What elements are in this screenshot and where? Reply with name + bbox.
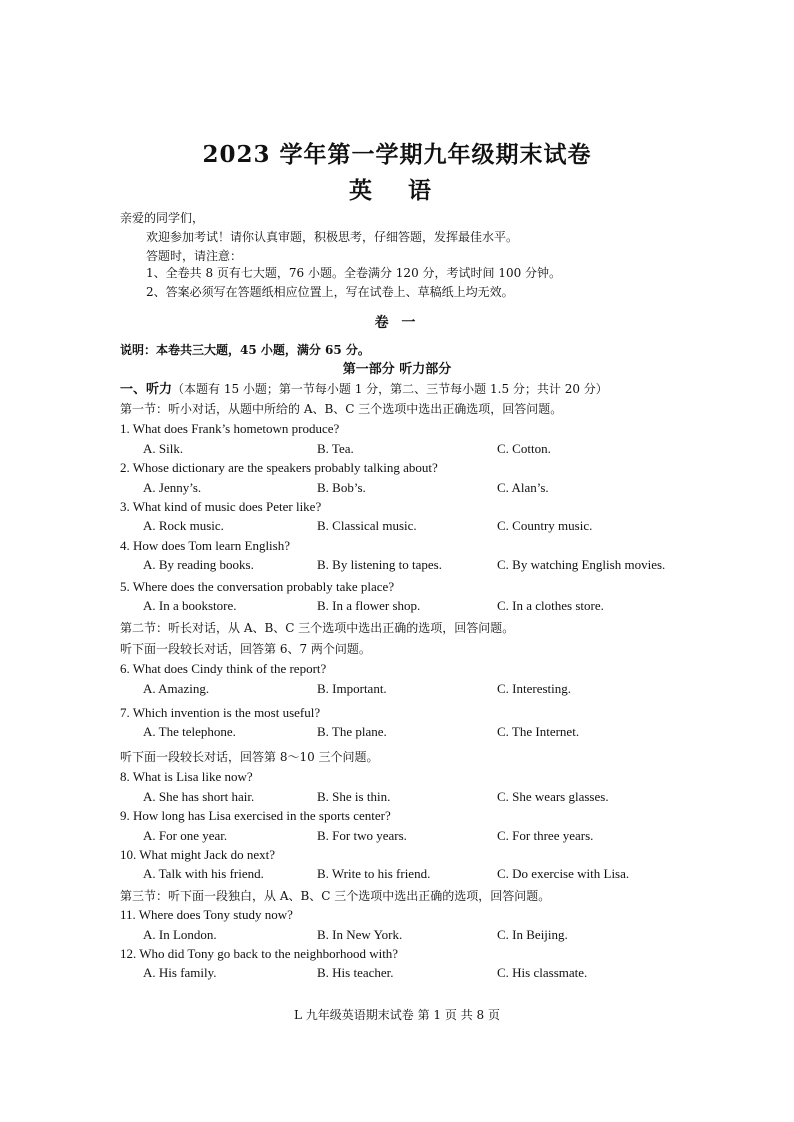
question-8: 8. What is Lisa like now? [120, 769, 253, 784]
note-1: 1、全卷共 8 页有七大题，76 小题。全卷满分 120 分，考试时间 100 分钟。 [146, 266, 562, 280]
q8-option-a: A. She has short hair. [143, 789, 255, 804]
q2-option-c: C. Alan’s. [497, 480, 549, 495]
q7-option-c: C. The Internet. [497, 724, 580, 739]
question-12: 12. Who did Tony go back to the neighborhood with? [120, 946, 399, 961]
subsection-1: 第一节：听小对话，从题中所给的 A、B、C 三个选项中选出正确选项，回答问题。 [120, 402, 563, 416]
q9-option-b: B. For two years. [317, 828, 407, 843]
q1-option-b: B. Tea. [317, 441, 354, 456]
q11-option-a: A. In London. [143, 927, 217, 942]
question-3: 3. What kind of music does Peter like? [120, 499, 322, 514]
q9-option-c: C. For three years. [497, 828, 594, 843]
q2-option-b: B. Bob’s. [317, 480, 366, 495]
q2-option-a: A. Jenny’s. [143, 480, 202, 495]
question-4: 4. How does Tom learn English? [120, 538, 290, 553]
question-10: 10. What might Jack do next? [120, 847, 276, 862]
question-9: 9. How long has Lisa exercised in the sports center? [120, 808, 391, 823]
question-6: 6. What does Cindy think of the report? [120, 661, 327, 676]
q4-option-c: C. By watching English movies. [497, 557, 666, 572]
q8-option-b: B. She is thin. [317, 789, 391, 804]
q6-option-c: C. Interesting. [497, 681, 572, 696]
q1-option-a: A. Silk. [143, 441, 184, 456]
q12-option-c: C. His classmate. [497, 965, 588, 980]
q12-option-b: B. His teacher. [317, 965, 394, 980]
subject-title: 英 语 [348, 177, 445, 204]
q5-option-a: A. In a bookstore. [143, 598, 237, 613]
q5-option-c: C. In a clothes store. [497, 598, 604, 613]
q6-option-b: B. Important. [317, 681, 387, 696]
q3-option-a: A. Rock music. [143, 518, 224, 533]
q1-option-c: C. Cotton. [497, 441, 551, 456]
section-heading [120, 378, 608, 397]
page-footer: L 九年级英语期末试卷 第 1 页 共 8 页 [294, 1008, 500, 1022]
question-1: 1. What does Frank’s hometown produce? [120, 421, 340, 436]
subsection-2: 第二节：听长对话，从 A、B、C 三个选项中选出正确的选项，回答问题。 [120, 621, 515, 635]
q11-option-c: C. In Beijing. [497, 927, 568, 942]
q6-option-a: A. Amazing. [143, 681, 210, 696]
q10-option-a: A. Talk with his friend. [143, 866, 264, 881]
subsection-2a: 听下面一段较长对话，回答第 6、7 两个问题。 [120, 642, 371, 656]
question-2: 2. Whose dictionary are the speakers probably talking about? [120, 460, 438, 475]
q7-option-b: B. The plane. [317, 724, 387, 739]
q8-option-c: C. She wears glasses. [497, 789, 609, 804]
q10-option-b: B. Write to his friend. [317, 866, 431, 881]
question-11: 11. Where does Tony study now? [120, 907, 293, 922]
welcome-text: 欢迎参加考试！请你认真审题，积极思考，仔细答题，发挥最佳水平。 [146, 230, 519, 244]
subsection-3: 第三节：听下面一段独白，从 A、B、C 三个选项中选出正确的选项，回答问题。 [120, 889, 551, 903]
volume-explanation: 说明：本卷共三大题，45 小题，满分 65 分。 [120, 343, 370, 357]
q12-option-a: A. His family. [143, 965, 217, 980]
q9-option-a: A. For one year. [143, 828, 228, 843]
q4-option-a: A. By reading books. [143, 557, 254, 572]
note-2: 2、答案必须写在答题纸相应位置上，写在试卷上、草稿纸上均无效。 [146, 285, 514, 299]
section-title: 一、听力 [120, 382, 173, 397]
exam-title: 2023 学年第一学期九年级期末试卷 [202, 141, 592, 168]
question-7: 7. Which invention is the most useful? [120, 705, 321, 720]
q4-option-b: B. By listening to tapes. [317, 557, 442, 572]
q3-option-b: B. Classical music. [317, 518, 417, 533]
q3-option-c: C. Country music. [497, 518, 593, 533]
attention-text: 答题时，请注意： [146, 249, 243, 263]
q5-option-b: B. In a flower shop. [317, 598, 421, 613]
part-title: 第一部分 听力部分 [342, 362, 452, 377]
greeting: 亲爱的同学们， [120, 211, 205, 225]
section-info: （本题有 15 小题；第一节每小题 1 分，第二、三节每小题 1.5 分；共计 20 分） [172, 382, 608, 396]
subsection-2b: 听下面一段较长对话，回答第 8～10 三个问题。 [120, 750, 379, 764]
q10-option-c: C. Do exercise with Lisa. [497, 866, 630, 881]
q11-option-b: B. In New York. [317, 927, 403, 942]
q7-option-a: A. The telephone. [143, 724, 236, 739]
question-5: 5. Where does the conversation probably take place? [120, 579, 395, 594]
volume-title: 卷 一 [374, 315, 420, 331]
